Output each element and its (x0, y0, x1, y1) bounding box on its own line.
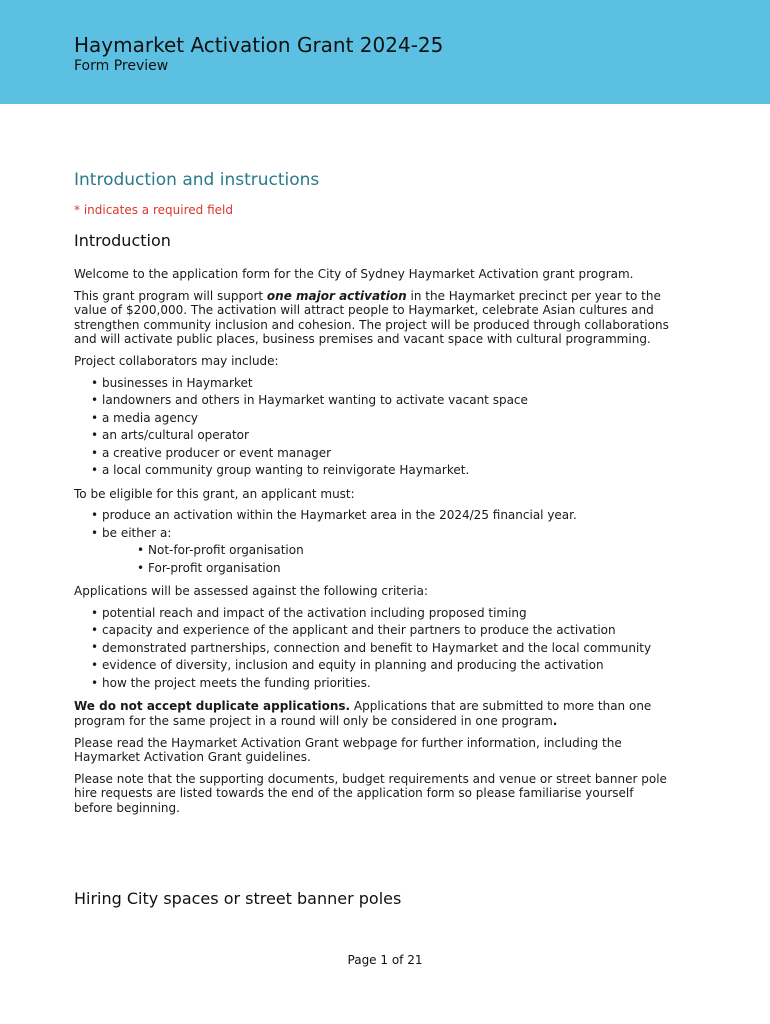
list-item (102, 525, 674, 578)
note-paragraph: Please note that the supporting documents, budget requirements and venue or street banner pole hire requests are listed towards the end of the application form so please familiarise yourself before beginning. (74, 771, 667, 815)
list-item: • an arts/cultural operator (102, 427, 674, 445)
collaborators-list (74, 375, 674, 480)
list-item: • For-profit organisation (148, 560, 674, 578)
program-text-start: This grant program will support (74, 288, 267, 303)
page-header (0, 0, 770, 104)
welcome-paragraph: Welcome to the application form for the City of Sydney Haymarket Activation grant program. (74, 267, 634, 281)
eligibility-intro: To be eligible for this grant, an applicant must: (74, 486, 355, 501)
program-text-end: in the Haymarket precinct per year to the value of $200,000. The activation will attract people to Haymarket, celebrate Asian cultures and strengthen community inclusion and cohesion. The project will be produced through collaborations and will activate public places, business premises and vacant space with cultural programming. (74, 288, 669, 347)
list-item: • demonstrated partnerships, connection and benefit to Haymarket and the local community (102, 640, 674, 658)
list-item-label: be either a: (102, 525, 172, 540)
list-item: • a media agency (102, 410, 674, 428)
list-item: • Not-for-profit organisation (148, 542, 674, 560)
form-subtitle: Form Preview (74, 58, 169, 74)
program-paragraph (74, 289, 674, 347)
list-item: • produce an activation within the Haymarket area in the 2024/25 financial year. (102, 507, 674, 525)
criteria-intro: Applications will be assessed against the following criteria: (74, 584, 429, 599)
eligibility-list (74, 507, 674, 577)
organisation-type-list (102, 542, 674, 577)
form-title: Haymarket Activation Grant 2024-25 (74, 33, 444, 57)
criteria-list (74, 605, 674, 693)
duplicate-end: . (552, 713, 558, 728)
collaborators-intro: Project collaborators may include: (74, 353, 279, 368)
page-number: Page 1 of 21 (347, 953, 423, 967)
list-item: • a local community group wanting to reinvigorate Haymarket. (102, 462, 674, 480)
duplicate-text: Applications that are submitted to more than one program for the same project in a round will only be considered in one program (74, 699, 652, 728)
list-item: • landowners and others in Haymarket wanting to activate vacant space (102, 392, 674, 410)
section-title: Introduction and instructions (74, 170, 320, 190)
list-item: • a creative producer or event manager (102, 445, 674, 463)
introduction-heading: Introduction (74, 231, 171, 250)
program-emphasis: one major activation (266, 288, 407, 303)
list-item: • capacity and experience of the applicant and their partners to produce the activation (102, 622, 674, 640)
required-field-note: * indicates a required field (74, 203, 233, 217)
duplicate-emphasis: We do not accept duplicate applications. (74, 699, 351, 714)
main-content (74, 170, 674, 816)
hiring-section-heading: Hiring City spaces or street banner poles (74, 889, 402, 908)
duplicate-paragraph (74, 699, 674, 728)
list-item: • potential reach and impact of the activation including proposed timing (102, 605, 674, 623)
list-item: • how the project meets the funding priorities. (102, 675, 674, 693)
list-item: • evidence of diversity, inclusion and equity in planning and producing the activation (102, 657, 674, 675)
read-more-paragraph: Please read the Haymarket Activation Grant webpage for further information, including the Haymarket Activation Grant guidelines. (74, 735, 622, 765)
list-item: • businesses in Haymarket (102, 375, 674, 393)
